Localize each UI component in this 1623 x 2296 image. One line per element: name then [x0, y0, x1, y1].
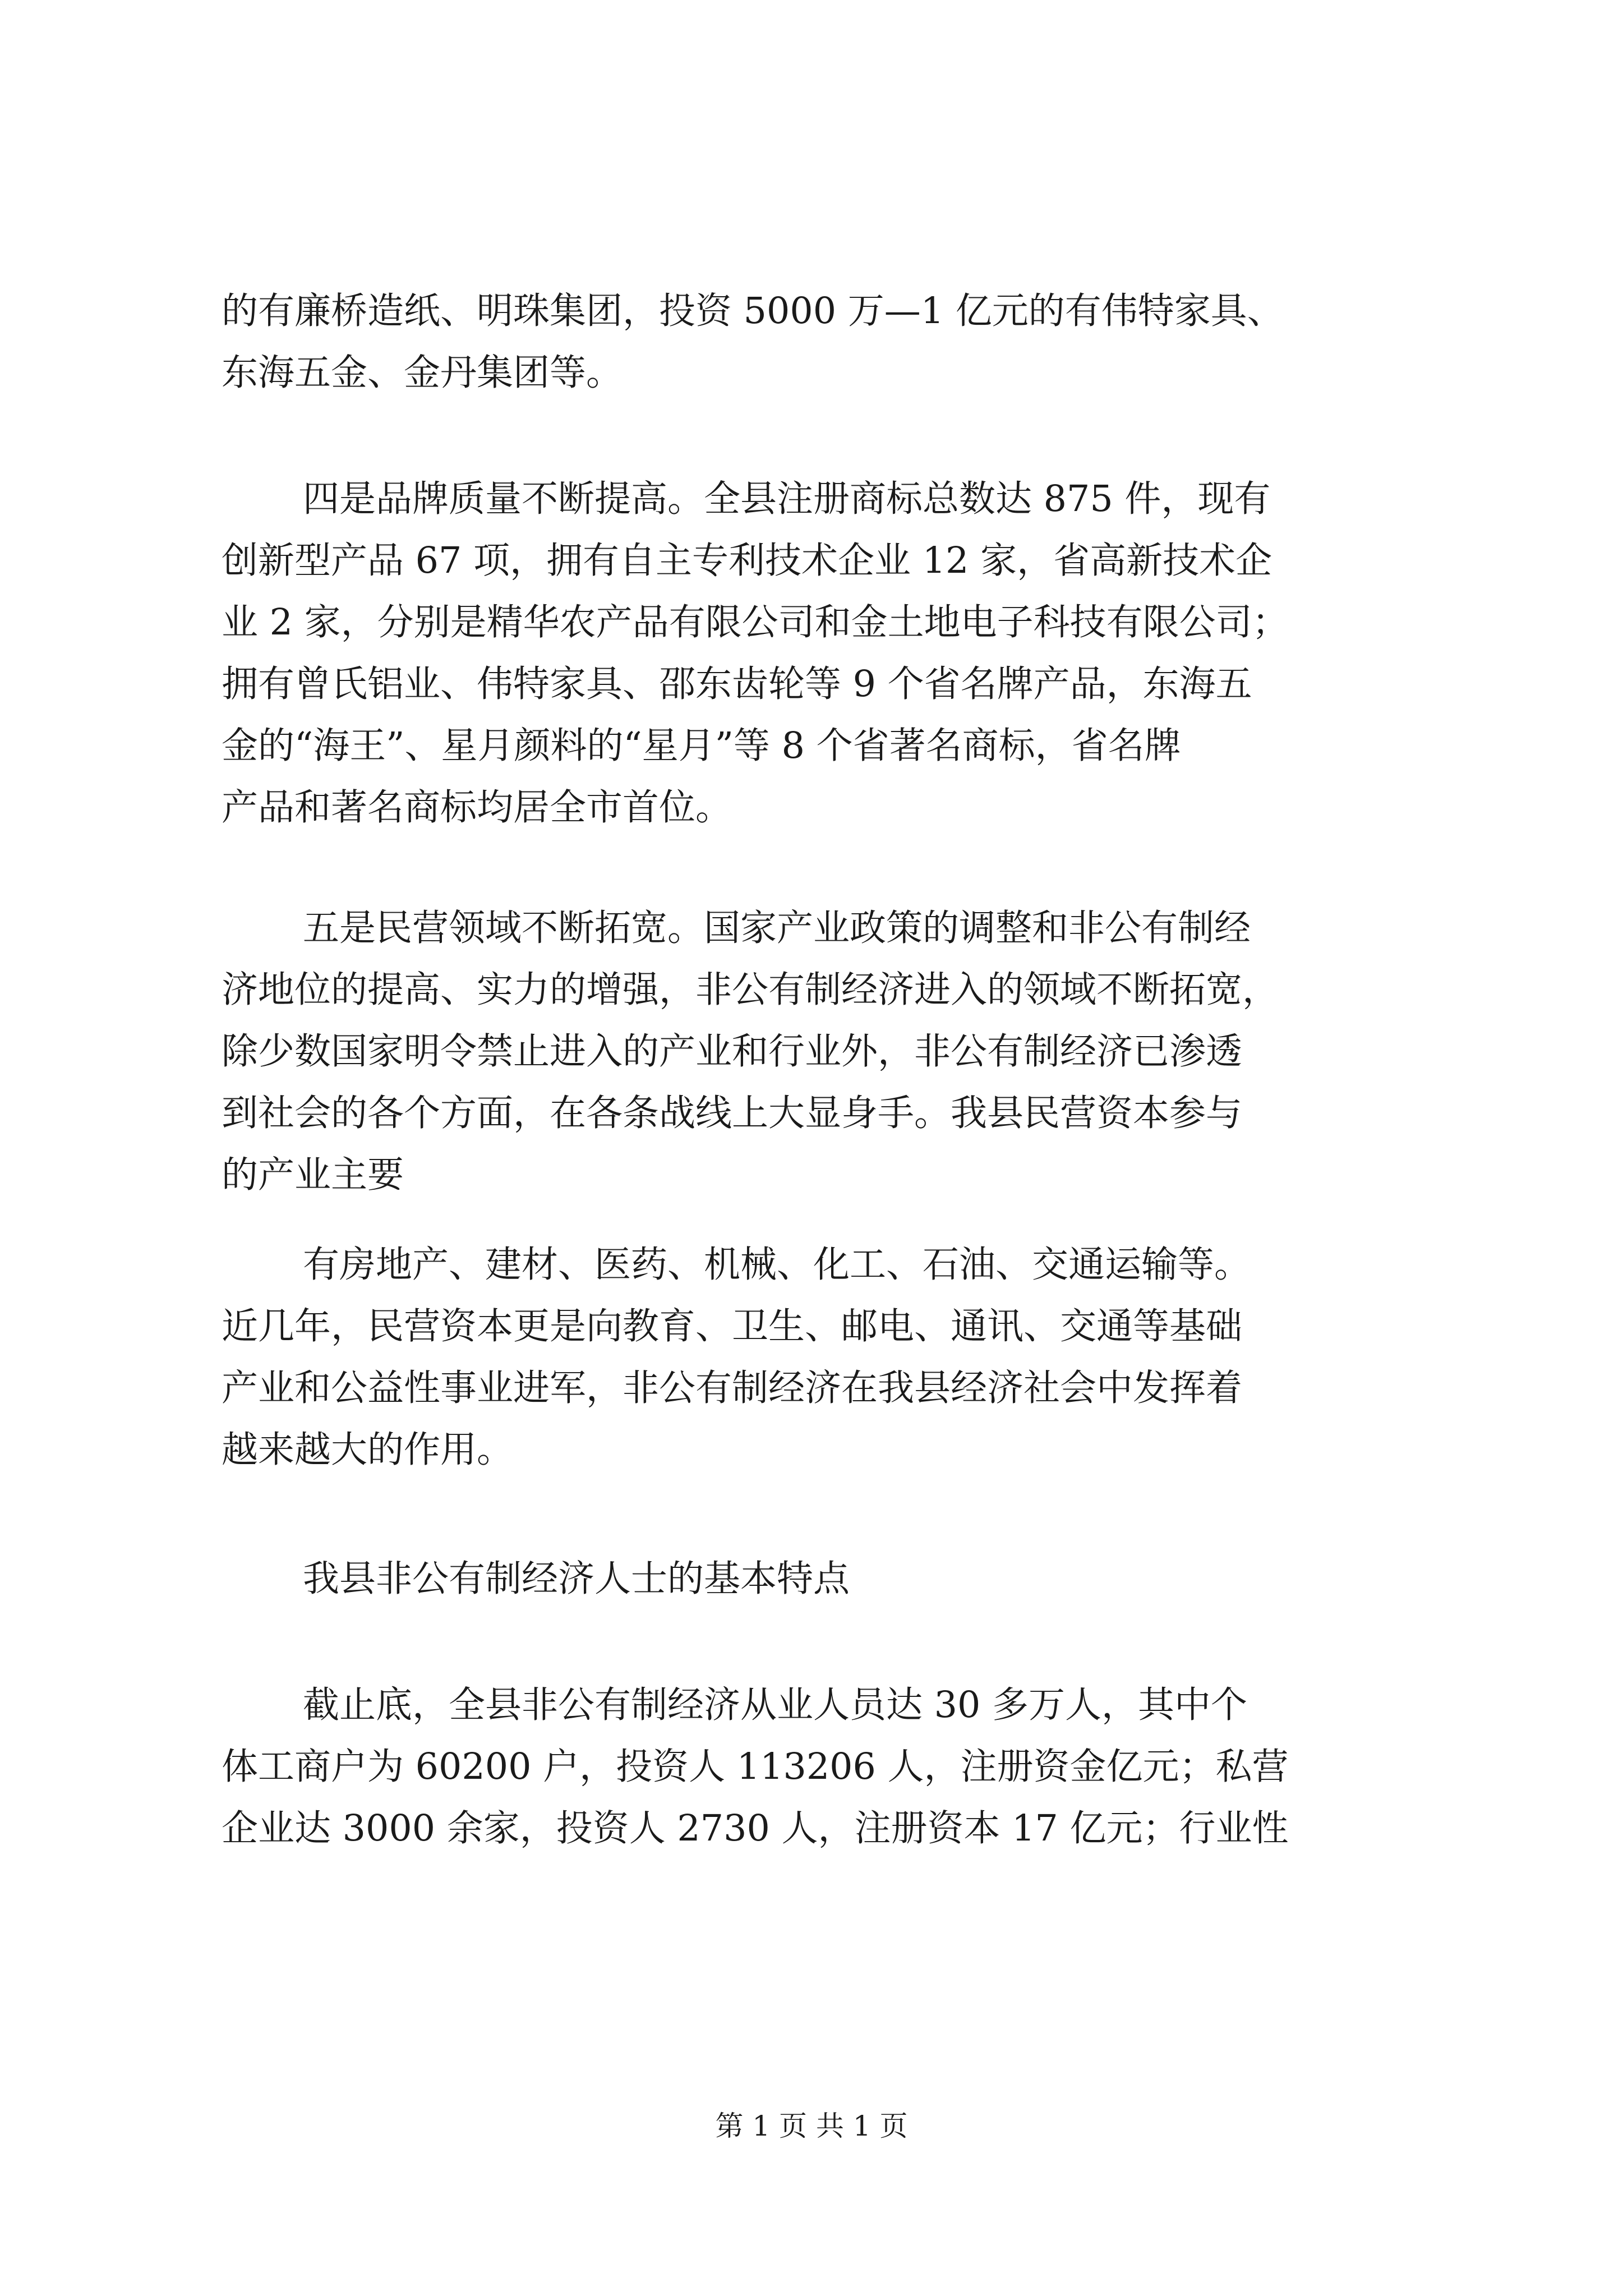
text-line: 创新型产品 67 项，拥有自主专利技术企业 12 家，省高新技术企: [222, 540, 1272, 582]
text-line: 产品和著名商标均居全市首位。: [222, 786, 732, 829]
text-line: 金的“海王”、星月颜料的“星月”等 8 个省著名商标，省名牌: [222, 725, 1181, 767]
text-line: 东海五金、金丹集团等。: [222, 352, 623, 394]
text-line: 的有廉桥造纸、明珠集团，投资 5000 万—1 亿元的有伟特家具、: [222, 290, 1284, 332]
text-line: 四是品牌质量不断提高。全县注册商标总数达 875 件，现有: [303, 478, 1271, 520]
text-line: 的产业主要: [222, 1154, 404, 1196]
text-line: 截止底，全县非公有制经济从业人员达 30 多万人，其中个: [303, 1684, 1248, 1726]
text-line: 企业达 3000 余家，投资人 2730 人，注册资本 17 亿元；行业性: [222, 1807, 1289, 1849]
text-line: 五是民营领域不断拓宽。国家产业政策的调整和非公有制经: [303, 907, 1251, 949]
section-heading: 我县非公有制经济人士的基本特点: [303, 1558, 850, 1600]
text-line: 近几年，民营资本更是向教育、卫生、邮电、通讯、交通等基础: [222, 1305, 1243, 1347]
text-line: 拥有曾氏铝业、伟特家具、邵东齿轮等 9 个省名牌产品，东海五: [222, 663, 1252, 705]
text-line: 体工商户为 60200 户，投资人 113206 人，注册资金亿元；私营: [222, 1746, 1289, 1788]
text-line: 济地位的提高、实力的增强，非公有制经济进入的领域不断拓宽，: [222, 969, 1279, 1011]
text-line: 有房地产、建材、医药、机械、化工、石油、交通运输等。: [303, 1244, 1251, 1286]
page-footer: 第 1 页 共 1 页: [715, 2110, 908, 2142]
text-line: 除少数国家明令禁止进入的产业和行业外，非公有制经济已渗透: [222, 1030, 1243, 1073]
text-line: 产业和公益性事业进军，非公有制经济在我县经济社会中发挥着: [222, 1367, 1243, 1409]
text-line: 越来越大的作用。: [222, 1429, 514, 1471]
text-line: 业 2 家，分别是精华农产品有限公司和金土地电子科技有限公司；: [222, 601, 1289, 643]
text-line: 到社会的各个方面，在各条战线上大显身手。我县民营资本参与: [222, 1092, 1243, 1134]
